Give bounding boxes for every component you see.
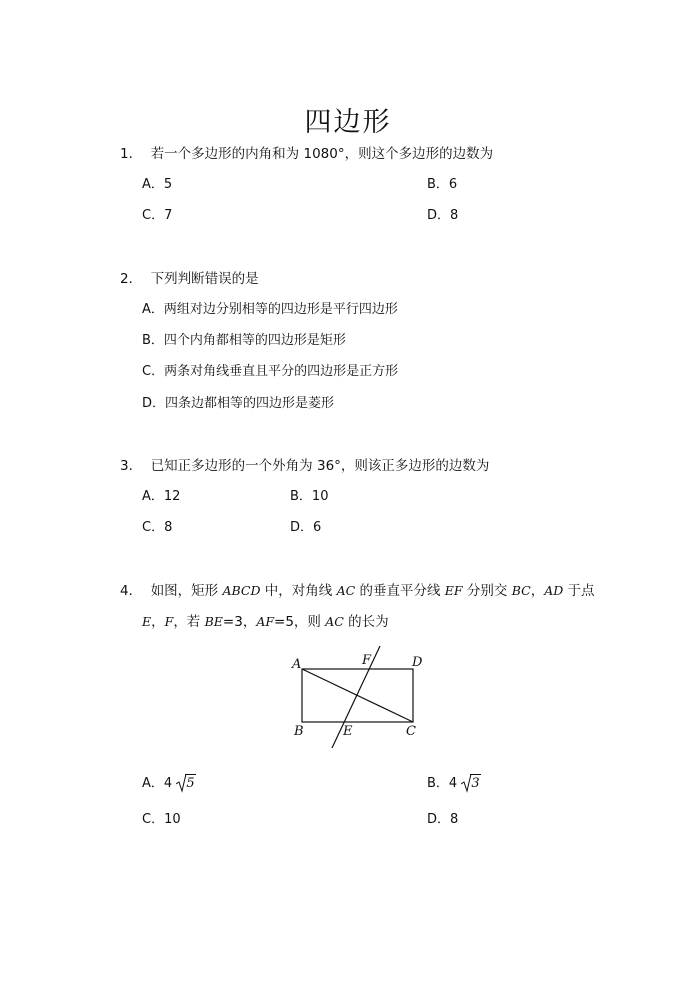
question-3 <box>120 457 489 475</box>
option-letter: B． <box>427 776 449 791</box>
q4-option-d[interactable] <box>427 811 458 829</box>
label-f: F <box>362 653 372 668</box>
option-letter: B． <box>427 177 449 192</box>
question-text: 若一个多边形的内角和为 1080°，则这个多边形的边数为 <box>150 146 494 162</box>
option-letter: C． <box>142 520 165 535</box>
page-title: 四边形 <box>304 107 392 138</box>
question-text: 分别交 <box>462 583 512 599</box>
option-letter: D． <box>290 520 314 535</box>
q4-option-b[interactable] <box>427 774 481 793</box>
option-value: 四条边都相等的四边形是菱形 <box>165 396 335 411</box>
option-letter: A． <box>142 776 164 791</box>
math-var: BC <box>511 583 531 598</box>
option-letter: B． <box>290 489 312 504</box>
sqrt-expression <box>461 774 480 793</box>
option-coef: 4 <box>163 776 173 791</box>
question-text: =5，则 <box>274 614 326 630</box>
q2-option-a[interactable] <box>142 301 398 319</box>
question-number: 2． <box>120 271 143 287</box>
diagonal-ac <box>302 669 413 722</box>
math-var: AC <box>325 614 344 629</box>
question-text: ，若 <box>173 614 205 630</box>
option-value: 8 <box>450 208 459 223</box>
option-value: 6 <box>448 177 458 192</box>
option-letter: D． <box>427 812 451 827</box>
q3-option-d[interactable] <box>290 519 321 537</box>
option-value: 8 <box>164 520 173 535</box>
radical-sign-icon <box>461 773 472 793</box>
option-value: 两条对角线垂直且平分的四边形是正方形 <box>164 364 399 379</box>
math-var: BE <box>204 614 223 629</box>
question-text: 中，对角线 <box>260 583 337 599</box>
radicand: 3 <box>471 776 480 791</box>
question-text: ， <box>151 614 165 630</box>
question-text: 如图，矩形 <box>150 583 223 599</box>
q1-option-d[interactable] <box>427 207 458 225</box>
q3-option-a[interactable] <box>142 488 180 506</box>
q2-option-c[interactable] <box>142 363 398 381</box>
q1-option-c[interactable] <box>142 207 172 225</box>
question-text: 于点 <box>563 583 595 599</box>
option-letter: C． <box>142 364 165 379</box>
question-2 <box>120 270 259 288</box>
option-value: 两组对边分别相等的四边形是平行四边形 <box>163 302 398 317</box>
question-text: ， <box>530 583 545 599</box>
question-number: 4． <box>120 583 143 599</box>
option-letter: D． <box>427 208 451 223</box>
question-text: 的长为 <box>343 614 389 630</box>
bisector-ef <box>332 646 380 748</box>
question-4 <box>120 582 595 600</box>
option-letter: C． <box>142 812 165 827</box>
math-var: AC <box>336 583 356 598</box>
q4-option-c[interactable] <box>142 811 181 829</box>
label-c: C <box>406 724 416 739</box>
q4-option-a[interactable] <box>142 774 196 793</box>
question-text: =3， <box>222 614 257 630</box>
option-letter: A． <box>142 302 164 317</box>
option-value: 四个内角都相等的四边形是矩形 <box>163 333 346 348</box>
math-var: AD <box>544 583 564 598</box>
q2-option-d[interactable] <box>142 395 334 413</box>
radicand: 5 <box>186 776 195 791</box>
option-letter: D． <box>142 396 166 411</box>
option-letter: A． <box>142 489 164 504</box>
option-value: 10 <box>164 812 181 827</box>
math-var: AF <box>256 614 275 629</box>
option-value: 6 <box>313 520 322 535</box>
q2-option-b[interactable] <box>142 332 346 350</box>
question-number: 3． <box>120 458 143 474</box>
question-1 <box>120 145 493 163</box>
question-text: 已知正多边形的一个外角为 36°，则该正多边形的边数为 <box>150 458 490 474</box>
math-var: F <box>164 614 174 629</box>
radical-sign-icon <box>176 773 187 793</box>
sqrt-expression <box>176 774 195 793</box>
question-4-line-2 <box>142 613 389 631</box>
q1-option-b[interactable] <box>427 176 457 194</box>
option-value: 8 <box>450 812 459 827</box>
option-value: 12 <box>163 489 181 504</box>
option-value: 10 <box>311 489 329 504</box>
q1-option-a[interactable] <box>142 176 172 194</box>
math-var: ABCD <box>222 583 261 598</box>
q3-option-b[interactable] <box>290 488 328 506</box>
label-b: B <box>294 724 304 739</box>
option-letter: B． <box>142 333 164 348</box>
option-letter: C． <box>142 208 165 223</box>
question-number: 1． <box>120 146 143 162</box>
label-e: E <box>343 724 353 739</box>
option-value: 7 <box>164 208 173 223</box>
label-a: A <box>292 657 302 672</box>
label-d: D <box>412 655 423 670</box>
q3-option-c[interactable] <box>142 519 172 537</box>
option-letter: A． <box>142 177 164 192</box>
option-value: 5 <box>163 177 173 192</box>
math-var: EF <box>444 583 463 598</box>
option-coef: 4 <box>448 776 458 791</box>
question-text: 的垂直平分线 <box>355 583 445 599</box>
question-text: 下列判断错误的是 <box>150 271 259 287</box>
rectangle-figure <box>282 640 432 755</box>
math-var: E <box>142 614 152 629</box>
